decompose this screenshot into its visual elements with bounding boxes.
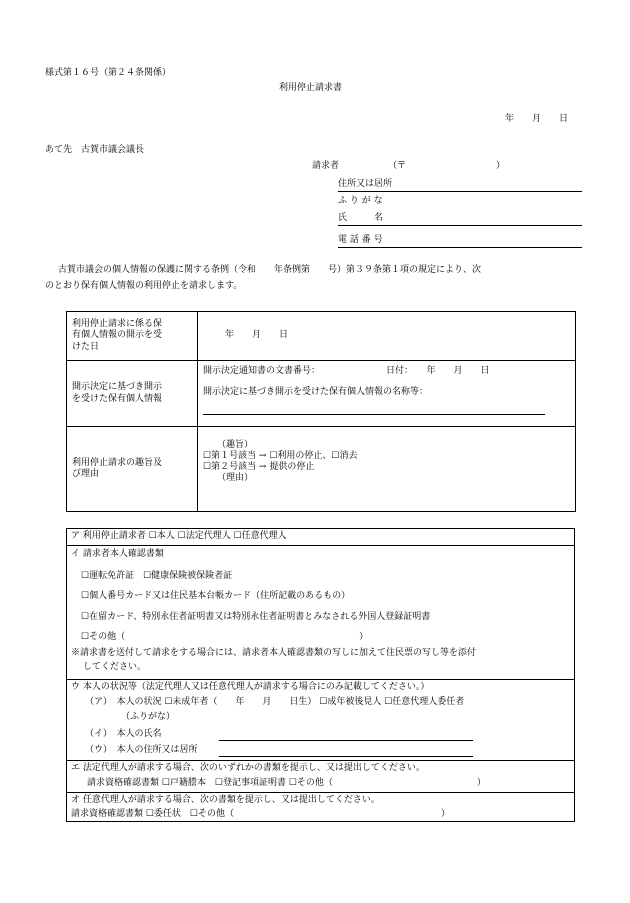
principal-status-title: ウ 本人の状況等（法定代理人又は任意代理人が請求する場合にのみ記載してください。） [71, 682, 430, 692]
voluntary-rep-title: オ 任意代理人が請求する場合、次の書類を提示し、又は提出してください。 [71, 795, 380, 805]
disclosed-info-label: 開示決定に基づき開示 を受けた保有個人情報 [67, 361, 198, 427]
document-number-label: 開示決定通知書の文書番号： [203, 365, 321, 376]
info-name-label: 開示決定に基づき開示を受けた保有個人情報の名称等： [203, 386, 429, 397]
name-label: 氏 名 [338, 213, 384, 223]
phone-field[interactable] [338, 247, 582, 248]
divider [67, 545, 574, 546]
divider [67, 679, 574, 680]
intro-line-1: 古賀市議会の個人情報の保護に関する条例（令和 年条例第 号）第３９条第１項の規定により、次 [58, 265, 482, 275]
address-label: 住所又は居所 [338, 179, 393, 189]
voluntary-rep-documents[interactable]: 請求資格確認書類 ☐委任状 ☐その他（ ） [71, 809, 450, 819]
form-number: 様式第１６号（第２４条関係） [45, 68, 172, 78]
purpose-reason-cell [198, 427, 576, 512]
legal-rep-title: エ 法定代理人が請求する場合、次のいずれかの書類を提示し、又は提出してください。 [71, 763, 425, 773]
page-title: 利用停止請求書 [279, 83, 343, 93]
id-option-2[interactable]: ☐個人番号カード又は住民基本台帳カード（住所記載のあるもの） [81, 591, 351, 601]
purpose-option-2[interactable]: ☐第２号該当 → 提供の停止 [203, 462, 315, 472]
disclosure-date-field[interactable]: 年 月 日 [198, 312, 576, 361]
requester-details-box [66, 528, 575, 822]
disclosure-date-label: 利用停止請求に係る保 有個人情報の開示を受 けた日 [67, 312, 198, 361]
purpose-heading: （趣旨） [217, 439, 254, 450]
info-name-field[interactable] [203, 414, 545, 415]
legal-rep-documents[interactable]: 請求資格確認書類 ☐戸籍謄本 ☐登記事項証明書 ☐その他（ ） [87, 778, 486, 788]
reason-heading: （理由） [217, 473, 254, 484]
request-table [66, 311, 576, 512]
principal-address-label: （ウ） 本人の住所又は居所 [85, 745, 198, 755]
principal-furigana-label: （ふりがな） [121, 712, 176, 722]
requester-label: 請求者 [312, 161, 340, 171]
mail-note-line-2: してください。 [83, 662, 147, 672]
name-field[interactable] [338, 225, 582, 226]
address-field[interactable] [338, 191, 582, 192]
purpose-option-1[interactable]: ☐第１号該当 → ☐利用の停止、☐消去 [203, 450, 358, 461]
principal-name-label: （イ） 本人の氏名 [85, 729, 162, 739]
furigana-label: ふ り が な [338, 196, 383, 206]
divider [67, 792, 574, 793]
intro-line-2: のとおり保有個人情報の利用停止を請求します。 [45, 281, 243, 291]
addressee: あて先 古賀市議会議長 [45, 145, 145, 155]
requester-type-line[interactable]: ア 利用停止請求者 ☐本人 ☐法定代理人 ☐任意代理人 [71, 531, 287, 541]
id-documents-title: イ 請求者本人確認書類 [71, 549, 164, 559]
id-option-4[interactable]: ☐その他（ ） [81, 632, 369, 642]
disclosed-info-cell [198, 361, 576, 427]
principal-address-field[interactable] [219, 756, 473, 757]
principal-status-line[interactable]: （ア） 本人の状況 ☐未成年者（ 年 月 日生） ☐成年被後見人 ☐任意代理人委任者 [85, 697, 465, 707]
id-option-1[interactable]: ☐運転免許証 ☐健康保険被保険者証 [81, 571, 233, 581]
notice-date-field[interactable]: 日付： 年 月 日 [386, 365, 490, 376]
divider [67, 760, 574, 761]
purpose-reason-label: 利用停止請求の趣旨及 び理由 [67, 427, 198, 512]
postal-code-field[interactable]: （〒 ） [388, 161, 506, 171]
phone-label: 電 話 番 号 [338, 235, 383, 245]
date-field[interactable]: 年 月 日 [505, 114, 569, 124]
principal-name-field[interactable] [219, 740, 473, 741]
id-option-3[interactable]: ☐在留カード、特別永住者証明書又は特別永住者証明書とみなされる外国人登録証明書 [81, 612, 431, 622]
mail-note-line-1: ※請求書を送付して請求をする場合には、請求者本人確認書類の写しに加えて住民票の写し等を添付 [71, 648, 477, 658]
